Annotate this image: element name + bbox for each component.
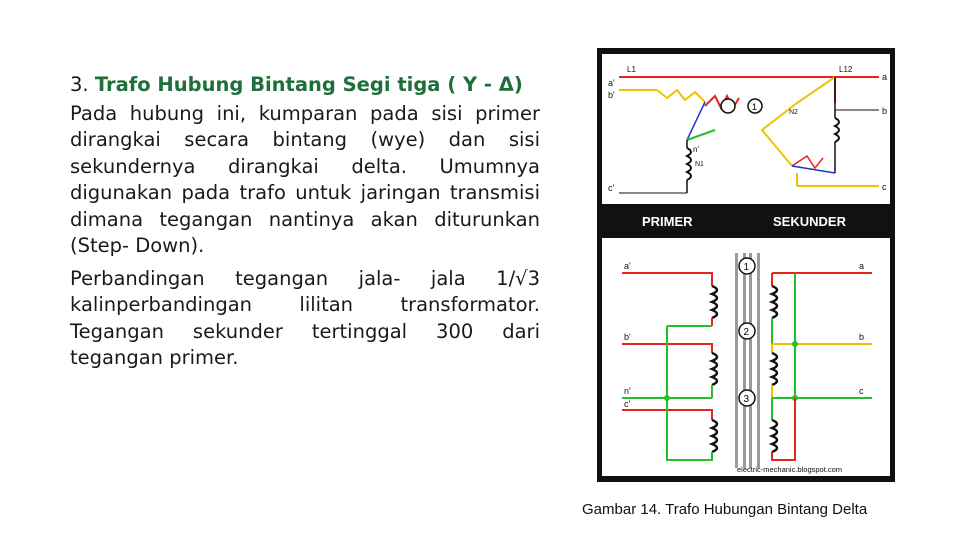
label-b-prime-bottom: b' (624, 332, 631, 342)
watermark: electric-mechanic.blogspot.com (737, 465, 843, 474)
label-a-prime-bottom: a' (624, 261, 631, 271)
label-a-top: a (882, 72, 888, 82)
label-n-prime-top: n' (693, 145, 699, 154)
transformer-diagram-svg (597, 48, 895, 482)
paragraph-1: Pada hubung ini, kumparan pada sisi primer dirangkai secara bintang (wye) dan sisi sekundernya dirangkai delta. Umumnya digunakan pada trafo untuk jaringan transmisi dimana tegangan nantinya akan diturunkan (Step- Down). (70, 101, 540, 257)
label-c-bottom: c (859, 386, 864, 396)
label-n1: N1 (695, 161, 704, 168)
section-title: Trafo Hubung Bintang Segi tiga ( Y - Δ) (94, 73, 523, 96)
label-c-prime-bottom: c' (624, 399, 631, 409)
primer-label: PRIMER (642, 214, 693, 229)
circle-1-label: 1 (743, 262, 750, 273)
circle-3-label: 3 (743, 394, 750, 405)
label-b-prime-top: b' (608, 90, 615, 100)
text-content (70, 72, 540, 378)
label-c-prime-top: c' (608, 183, 615, 193)
label-a-prime-top: a' (608, 78, 615, 88)
paragraph-2: Perbandingan tegangan jala- jala 1/√3 kalinperbandingan lilitan transformator. Tegangan sekunder tertinggal 300 dari tegangan primer. (70, 266, 540, 369)
circle-one-label: 1 (752, 102, 758, 112)
label-b-top: b (882, 106, 888, 116)
core-bar-1 (735, 253, 738, 468)
section-number: 3. (70, 73, 89, 96)
label-n2: N2 (789, 109, 798, 116)
core-bar-3 (749, 253, 752, 468)
circle-one-top (721, 99, 735, 113)
label-n-prime-bottom: n' (624, 386, 631, 396)
label-b-bottom: b (859, 332, 865, 342)
label-l1: L1 (627, 65, 636, 74)
core-bar-4 (757, 253, 760, 468)
core-bar-2 (743, 253, 746, 468)
label-c-top: c (882, 182, 887, 192)
label-l12: L12 (839, 65, 853, 74)
secondary-dot-b (792, 341, 798, 347)
label-a-bottom: a (859, 261, 865, 271)
section-heading (70, 72, 540, 99)
figure-caption: Gambar 14. Trafo Hubungan Bintang Delta (582, 501, 868, 518)
circle-2-label: 2 (743, 327, 750, 338)
sekunder-label: SEKUNDER (773, 214, 846, 229)
transformer-diagram (597, 48, 895, 482)
